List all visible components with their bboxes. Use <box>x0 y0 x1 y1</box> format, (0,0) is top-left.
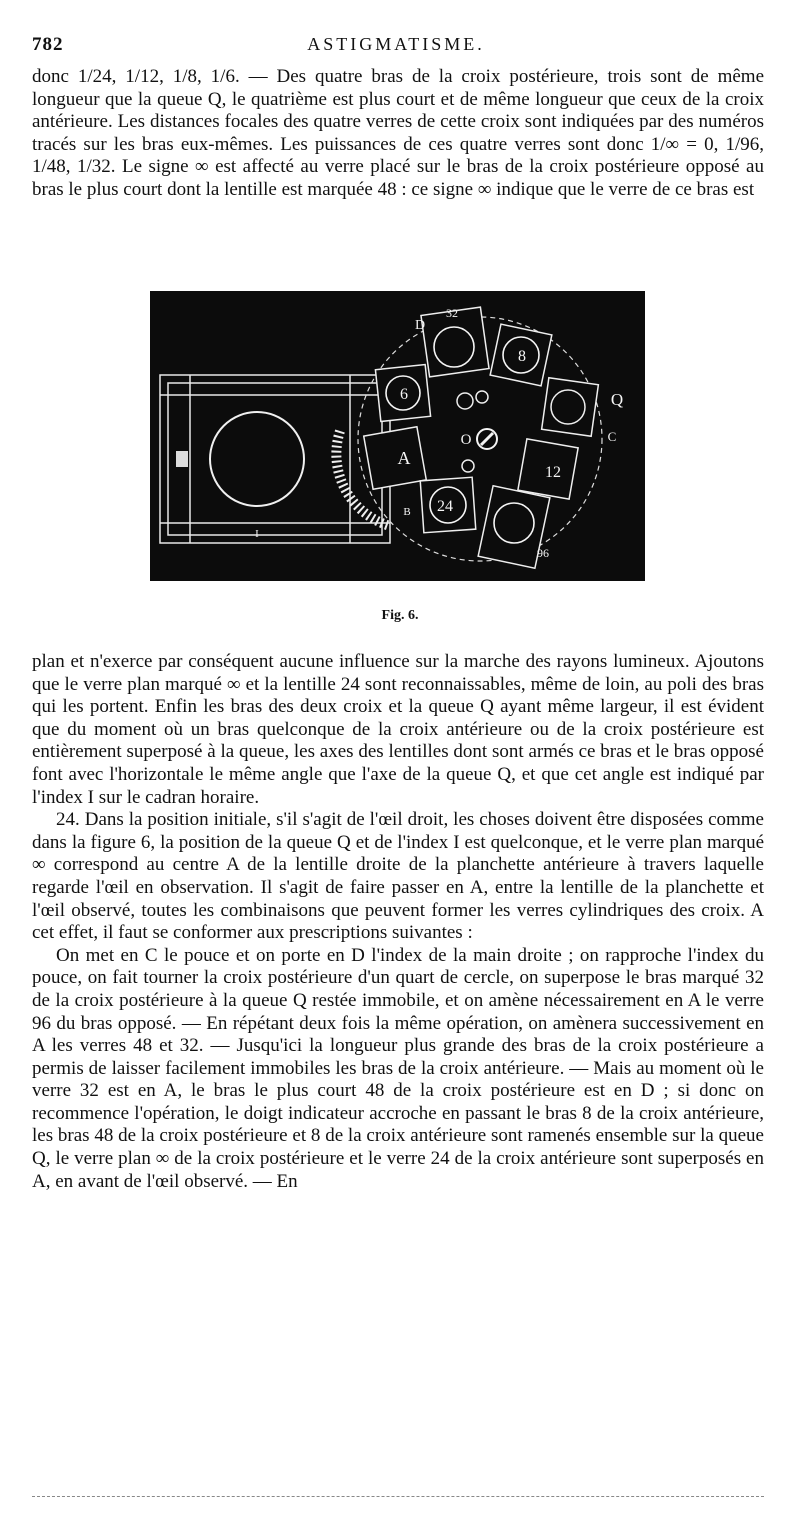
label-6: 6 <box>400 386 408 403</box>
top-paragraph-text: donc 1/24, 1/12, 1/8, 1/6. — Des quatre bras de la croix postérieure, trois sont de même longueur que la queue Q, le quatrième est plus court et de même longueur que ceux de la croix antérieure. Les distances focales des quatre verres de cette croix sont indiquées par des numéros tracés sur les bras eux-mêmes. Les puissances de ces quatre verres sont donc 1/∞ = 0, 1/96, 1/48, 1/32. Le signe ∞ est affecté au verre placé sur le bras de la croix postérieure opposé au bras le plus court dont la lentille est marquée 48 : ce signe ∞ indique que le verre de ce bras est <box>32 66 764 200</box>
top-paragraph <box>32 66 764 202</box>
figure-caption: Fig. 6. <box>381 608 419 623</box>
running-title: ASTIGMATISME. <box>307 34 485 54</box>
label-8: 8 <box>518 348 526 365</box>
planchette-knob <box>176 451 188 467</box>
paragraph-2: 24. Dans la position initiale, s'il s'agit de l'œil droit, les choses doivent être disposées comme dans la figure 6, la position de la queue Q et de l'index I est quelconque, et le verre plan marqué ∞ correspond au centre A de la lentille droite de la planchette antérieure à travers laquelle regarde l'œil en observation. Il s'agit de faire passer en A, entre la lentille de la planchette et l'œil observé, toutes les combinaisons que peuvent former les verres cylindriques des croix. A cet effet, il faut se conformer aux prescriptions suivantes : <box>32 809 764 944</box>
label-a: A <box>397 448 411 468</box>
label-q: Q <box>610 390 624 409</box>
figure-optometer-diagram <box>150 291 645 581</box>
paragraph-3: On met en C le pouce et on porte en D l'index de la main droite ; on rapproche l'index du pouce, on fait tourner la croix postérieure d'un quart de cercle, on superpose le bras marqué 32 de la croix postérieure à la queue Q restée immobile, et on amène nécessairement en A le verre 96 du bras opposé. — En répétant deux fois la même opération, on amènera successivement en A les verres 48 et 32. — Jusqu'ici la longueur plus grande des bras de la croix postérieure a permis de laisser facilement immobiles les bras de la croix antérieure. — Mais au moment où le verre 32 est en A, le bras le plus court 48 de la croix postérieure est en D ; si donc on recommence l'opération, le doigt indicateur accroche en passant le bras 8 de la croix antérieure, les bras 48 de la croix postérieure et 8 de la croix antérieure sont ramenés ensemble sur la queue Q, le verre plan ∞ de la croix postérieure et le verre 24 de la croix antérieure sont superposés en A, en avant de l'œil observé. — En <box>32 944 764 1192</box>
label-d: D <box>414 318 426 333</box>
label-96: 96 <box>537 546 549 560</box>
queue-q-arm <box>542 378 599 436</box>
arm-box-a <box>364 427 427 490</box>
paragraph-1: plan et n'exerce par conséquent aucune influence sur la marche des rayons lumineux. Ajoutons que le verre plan marqué ∞ et la lentille 24 sont reconnaissables, même de loin, au poli des bras qui les portent. Enfin les bras des deux croix et la queue Q ayant même largeur, il est évident que du moment où un bras quelconque de la croix antérieure ou de la croix postérieure est entièrement superposé à la queue, les axes des lentilles dont sont armés ce bras et le bras opposé font avec l'horizontale le même angle que l'axe de la queue Q, et que cet angle est indiqué par l'index I sur le cadran horaire. <box>32 651 764 808</box>
label-32: 32 <box>446 306 458 320</box>
body-text <box>32 651 764 1193</box>
label-c: C <box>607 429 617 444</box>
footer-rule <box>32 1496 764 1497</box>
label-12: 12 <box>545 464 561 481</box>
planchette-frame <box>160 375 390 543</box>
planchette-lens <box>210 412 304 506</box>
label-b: B <box>403 506 411 518</box>
label-24: 24 <box>437 498 453 515</box>
page-number: 782 <box>32 34 64 55</box>
optometer-illustration <box>150 291 645 581</box>
running-head <box>32 34 760 58</box>
label-o: O <box>460 432 472 448</box>
label-i: I <box>255 528 259 540</box>
